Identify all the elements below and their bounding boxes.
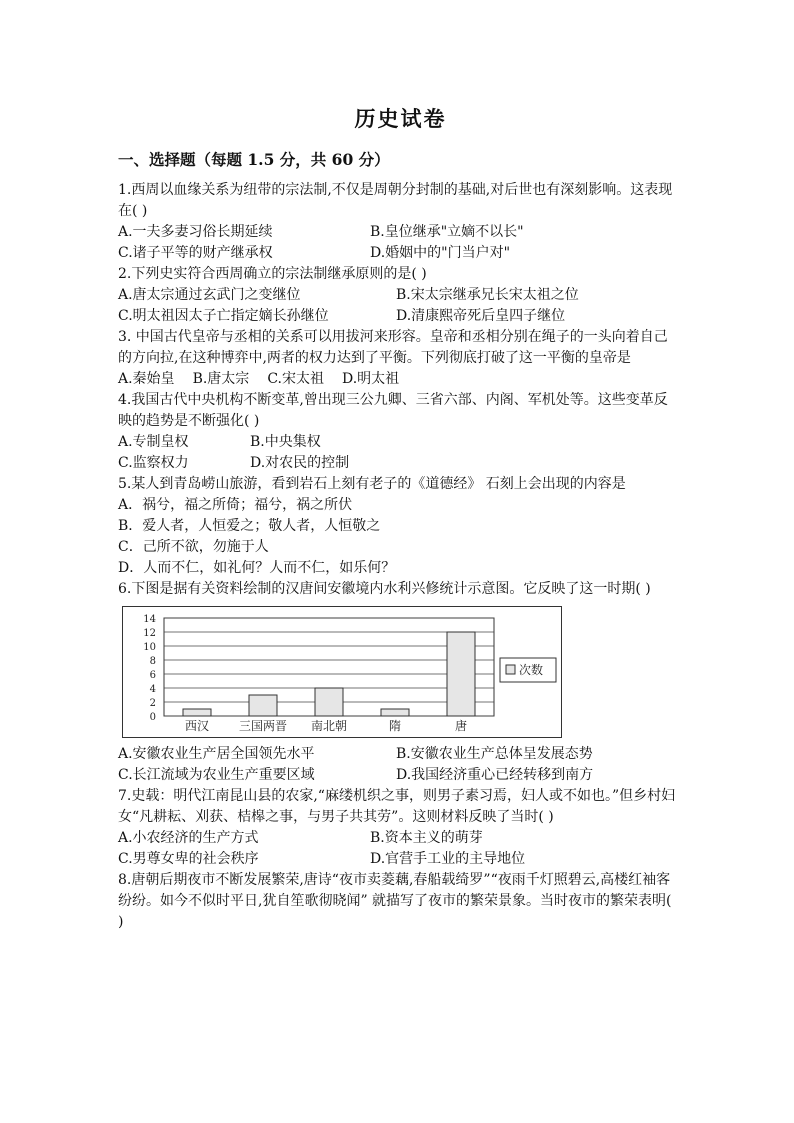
option-a: A.小农经济的生产方式 [118,830,259,846]
option-b: B.资本主义的萌芽 [370,830,483,846]
option-row [118,369,678,390]
y-tick-label: 2 [149,698,156,709]
option-row [118,744,678,765]
option-c: C.宋太祖 [267,371,324,387]
question-list [118,180,678,933]
option-b: B.中央集权 [250,434,321,450]
x-tick-label: 唐 [454,719,468,733]
y-tick-label: 0 [149,712,156,723]
question-text: 5.某人到青岛崂山旅游，看到岩石上刻有老子的《道德经》 石刻上会出现的内容是 [118,476,626,492]
legend-label: 次数 [519,663,544,677]
option-row [118,453,678,474]
option-a: A.一夫多妻习俗长期延续 [118,224,273,240]
x-tick-label: 西汉 [184,719,210,733]
option-b: B.安徽农业生产总体呈发展态势 [396,746,593,762]
option-d: D.官营手工业的主导地位 [370,851,526,867]
option-d: D.明太祖 [341,371,400,387]
y-tick-label: 14 [143,614,156,625]
bar [183,709,211,716]
option-a: A.唐太宗通过玄武门之变继位 [118,287,301,303]
question-7 [118,786,678,870]
x-tick-label: 隋 [388,719,402,733]
legend-swatch [506,665,515,674]
option-d: D.对农民的控制 [250,455,350,471]
option-row [118,306,678,327]
option-d: D．人而不仁，如礼何？人而不仁，如乐何？ [118,560,396,576]
option-c: C.男尊女卑的社会秩序 [118,851,259,867]
bar [249,695,277,716]
y-tick-label: 8 [149,656,156,667]
option-row [118,243,678,264]
question-text: 3. 中国古代皇帝与丞相的关系可以用拔河来形容。皇帝和丞相分别在绳子的一头向着自己的方向拉,在这种博弈中,两者的权力达到了平衡。下列彻底打破了这一平衡的皇帝是 [118,329,668,366]
bar [381,709,409,716]
bar [447,632,475,716]
question-text: 2.下列史实符合西周确立的宗法制继承原则的是( ) [118,266,427,282]
option-d: D.我国经济重心已经转移到南方 [396,767,594,783]
question-5 [118,474,678,579]
question-6 [118,579,678,786]
y-tick-label: 10 [143,642,156,653]
question-3 [118,327,678,390]
option-c: C.长江流域为农业生产重要区域 [118,767,315,783]
option-a: A.安徽农业生产居全国领先水平 [118,746,315,762]
y-tick-label: 12 [143,628,156,639]
option-row [118,222,678,243]
option-b: B.皇位继承"立嫡不以长" [370,224,524,240]
y-tick-label: 6 [149,670,156,681]
water-conservancy-chart [122,606,562,738]
question-2 [118,264,678,327]
option-c: C.诸子平等的财产继承权 [118,245,273,261]
option-c: C.明太祖因太子亡指定嫡长孙继位 [118,308,329,324]
option-row [118,765,678,786]
option-a: A．祸兮，福之所倚；福兮，祸之所伏 [118,497,353,513]
question-text: 8.唐朝后期夜市不断发展繁荣,唐诗“夜市卖菱藕,春船载绮罗”“夜雨千灯照碧云,高楼红袖客纷纷。如今不似时平日,犹自笙歌彻晓闻” 就描写了夜市的繁荣景象。当时夜市的繁荣表明( ) [118,872,672,930]
option-row [118,285,678,306]
option-b: B．爱人者，人恒爱之；敬人者，人恒敬之 [118,518,381,534]
option-row [118,828,678,849]
option-row [118,849,678,870]
option-d: D.清康熙帝死后皇四子继位 [396,308,566,324]
question-1 [118,180,678,264]
option-a: A.秦始皇 [118,371,175,387]
question-4 [118,390,678,474]
option-b: B.唐太宗 [192,371,250,387]
section-heading: 一、选择题（每题 1.5 分，共 60 分） [118,150,390,169]
option-c: C.监察权力 [118,455,189,471]
bar-chart-svg [122,606,562,738]
x-tick-label: 三国两晋 [238,719,288,733]
x-tick-label: 南北朝 [310,719,348,733]
bar [315,688,343,716]
question-text: 1.西周以血缘关系为纽带的宗法制,不仅是周朝分封制的基础,对后世也有深刻影响。这表现在( ) [118,182,673,219]
page-title: 历史试卷 [354,106,447,131]
option-b: B.宋太宗继承兄长宋太祖之位 [396,287,579,303]
y-tick-label: 4 [149,684,156,695]
option-row [118,432,678,453]
question-text: 4.我国古代中央机构不断变革,曾出现三公九卿、三省六部、内阁、军机处等。这些变革反映的趋势是不断强化( ) [118,392,668,429]
question-text: 6.下图是据有关资料绘制的汉唐间安徽境内水利兴修统计示意图。它反映了这一时期( ) [118,581,651,597]
question-8 [118,870,678,933]
option-a: A.专制皇权 [118,434,189,450]
option-c: C．己所不欲，勿施于人 [118,539,269,555]
option-d: D.婚姻中的"门当户对" [370,245,511,261]
question-text: 7.史载：明代江南昆山县的农家,“麻缕机织之事，则男子素习焉，妇人或不如也。”但乡村妇女“凡耕耘、刈获、桔槔之事，与男子共其劳”。这则材料反映了当时( ) [118,788,676,825]
